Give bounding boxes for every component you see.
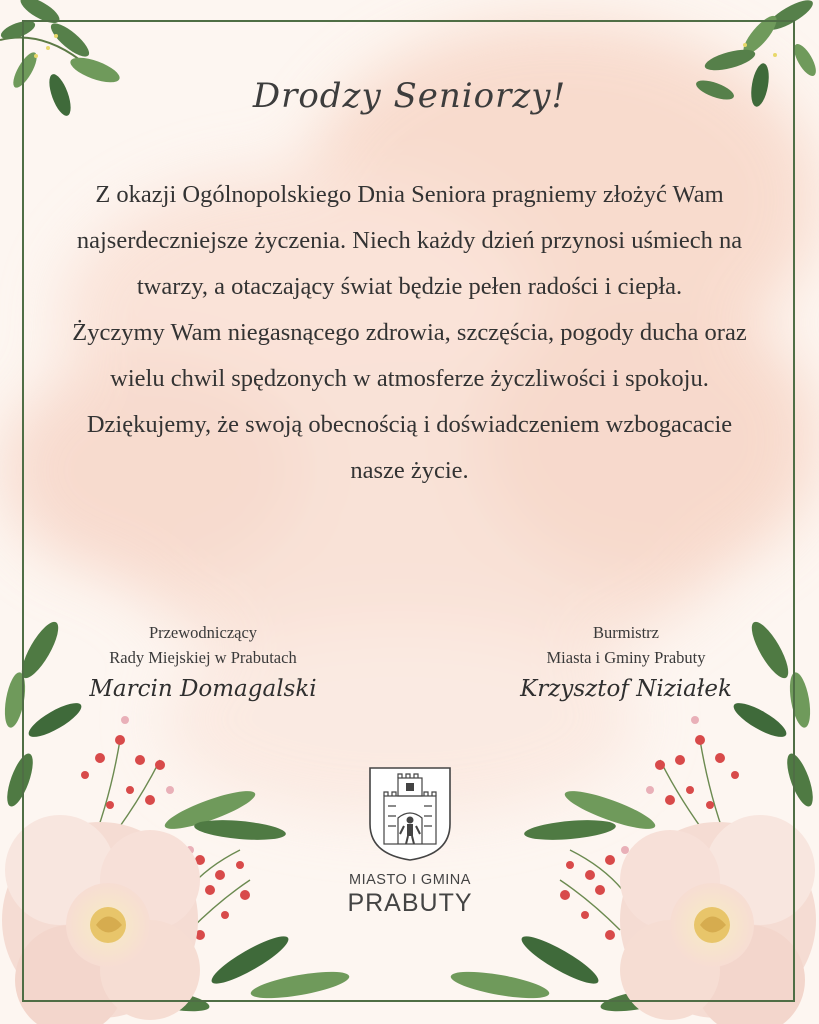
signature-name: Krzysztof Niziałek — [520, 676, 732, 702]
municipality-logo — [330, 766, 490, 918]
wishes-text — [60, 172, 759, 494]
signature-role: Przewodniczący — [148, 623, 258, 642]
logo-line2: PRABUTY — [347, 889, 473, 917]
signature-role: Burmistrz — [593, 623, 659, 642]
signature-role: Rady Miejskiej w Prabutach — [109, 648, 297, 667]
signature-name: Marcin Domagalski — [89, 676, 317, 702]
wishes-paragraph: Życzymy Wam niegasnącego zdrowia, szczęścia, pogody ducha oraz wielu chwil spędzonych w atmosferze życzliwości i spokoju. — [72, 319, 747, 392]
logo-line1: MIASTO I GMINA — [349, 872, 471, 888]
signature-role: Miasta i Gminy Prabuty — [546, 648, 706, 667]
signature-right — [486, 620, 766, 702]
greeting-title: Drodzy Seniorzy! — [252, 76, 567, 116]
signature-left — [63, 620, 343, 702]
wishes-paragraph: Dziękujemy, że swoją obecnością i doświadczeniem wzbogacacie nasze życie. — [86, 411, 733, 484]
wishes-paragraph: Z okazji Ogólnopolskiego Dnia Seniora pragniemy złożyć Wam najserdeczniejsze życzenia. Niech każdy dzień przynosi uśmiech na twarzy, a otaczający świat będzie pełen radości i ciepła. — [76, 181, 743, 300]
coat-of-arms-icon — [368, 766, 452, 862]
